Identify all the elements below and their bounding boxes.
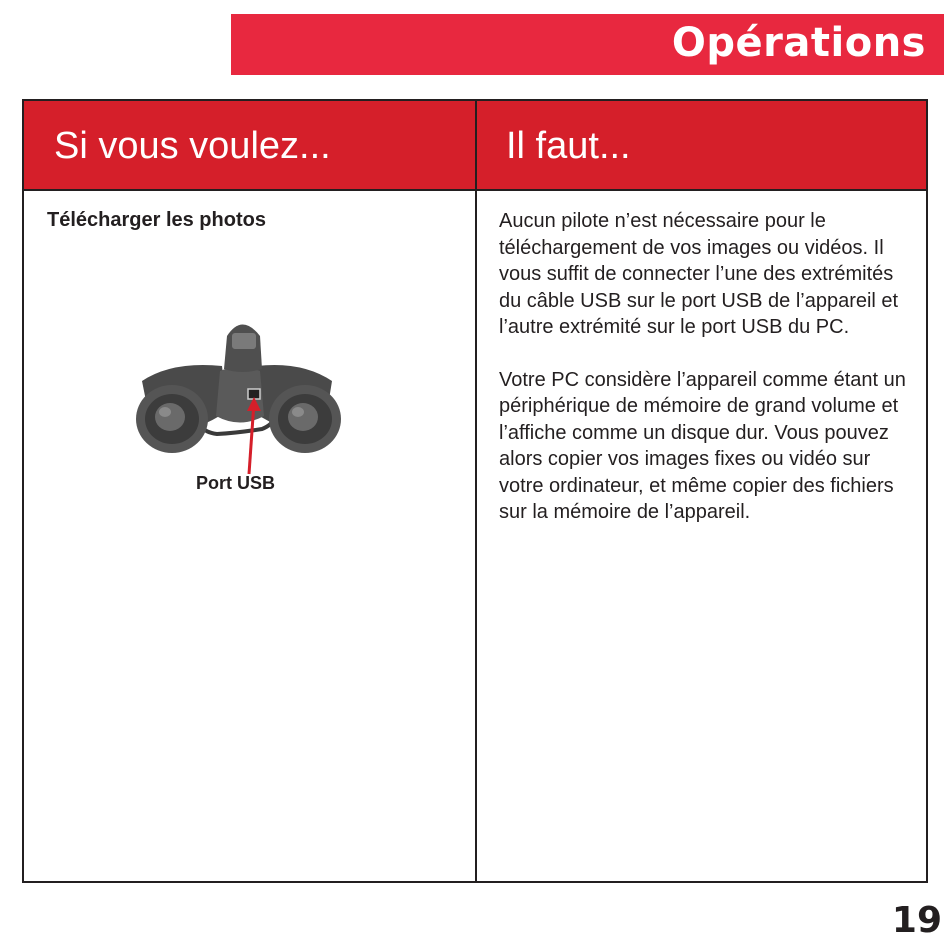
action-label: Télécharger les photos [47,209,266,231]
page-number: 19 [891,900,942,941]
section-title: Opérations [671,20,926,66]
instruction-paragraph: Votre PC considère l’appareil comme étant un périphérique de mémoire de grand volume et l’affiche comme un disque dur. Vous pouvez alors copier vos images fixes ou vidéo sur votre ordinateur, et même copier des fichiers sur la mémoire de l’appareil. [499,368,906,523]
binocular-camera-illustration [112,311,362,486]
operations-table [22,99,928,883]
instructions-cell [499,208,909,552]
port-usb-label: Port USB [196,473,276,493]
column-header-must: Il faut... [506,125,631,167]
column-header-want: Si vous voulez... [54,125,331,167]
column-divider [475,101,477,881]
section-banner [231,14,944,75]
instruction-paragraph: Aucun pilote n’est nécessaire pour le téléchargement de vos images ou vidéos. Il vous suffit de connecter l’une des extrémités du câble USB sur le port USB de l’appareil et l’autre extrémité sur le port USB du PC. [499,210,899,338]
